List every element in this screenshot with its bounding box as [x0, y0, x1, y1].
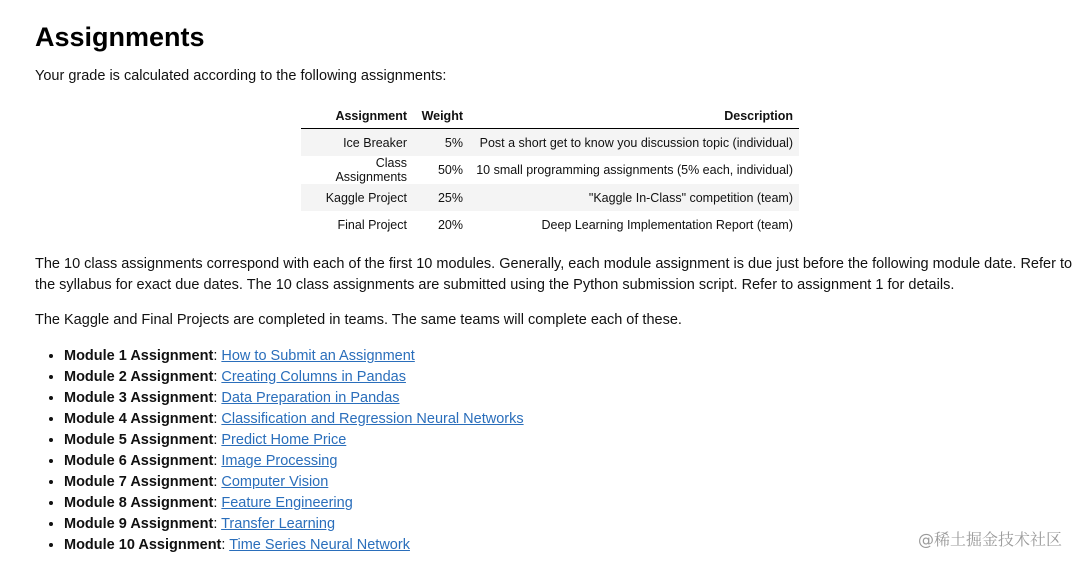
module-assignment-list [35, 346, 1075, 556]
grade-table-wrapper [35, 104, 1075, 238]
list-item: • Module 5 Assignment: Predict Home Price [64, 430, 1075, 451]
paragraph-team-projects: The Kaggle and Final Projects are completed in teams. The same teams will complete each of these. [35, 312, 682, 328]
cell-description: 10 small programming assignments (5% each, individual) [476, 163, 793, 177]
cell-assignment: Final Project [337, 217, 407, 232]
list-item: • Module 10 Assignment: Time Series Neural Network [64, 535, 1075, 556]
cell-description: Post a short get to know you discussion topic (individual) [469, 129, 799, 157]
module-link[interactable]: Time Series Neural Network [229, 537, 410, 553]
cell-weight: 50% [437, 163, 463, 177]
cell-assignment: Kaggle Project [301, 184, 413, 211]
document [35, 20, 1075, 556]
module-link[interactable]: Image Processing [221, 453, 338, 469]
cell-weight: 5% [413, 129, 469, 157]
table-row [301, 129, 799, 157]
module-label: Module 5 Assignment [64, 432, 214, 448]
table-row [301, 211, 799, 238]
list-item: • Module 3 Assignment: Data Preparation in Pandas [64, 388, 1075, 409]
module-label: Module 9 Assignment [64, 516, 214, 532]
module-link[interactable]: Predict Home Price [221, 432, 347, 448]
cell-assignment: Class Assignments [335, 156, 407, 184]
table-row [301, 156, 799, 184]
list-item: • Module 2 Assignment: Creating Columns in Pandas [64, 367, 1075, 388]
module-link[interactable]: Data Preparation in Pandas [221, 390, 400, 406]
module-link[interactable]: Feature Engineering [221, 495, 353, 511]
list-item: • Module 1 Assignment: How to Submit an Assignment [64, 346, 1075, 367]
header-weight: Weight [413, 104, 469, 129]
paragraph-class-assignments: The 10 class assignments correspond with each of the first 10 modules. Generally, each module assignment is due just before the following module date. Refer to the syllabus for exact due dates. The 10 class assignments are submitted using the Python submission script. Refer to assignment 1 for details. [35, 256, 1073, 293]
module-label: Module 4 Assignment [64, 411, 214, 427]
cell-assignment: Ice Breaker [301, 129, 413, 157]
module-label: Module 7 Assignment [64, 474, 214, 490]
module-label: Module 3 Assignment [64, 390, 214, 406]
header-description: Description [469, 104, 799, 129]
module-link[interactable]: Transfer Learning [221, 516, 336, 532]
grade-table [301, 104, 799, 238]
module-label: Module 2 Assignment [64, 369, 214, 385]
module-label: Module 10 Assignment [64, 537, 222, 553]
module-label: Module 6 Assignment [64, 453, 214, 469]
cell-weight: 25% [413, 184, 469, 211]
intro-text: Your grade is calculated according to the following assignments: [35, 68, 447, 84]
module-link[interactable]: Classification and Regression Neural Networks [221, 411, 524, 427]
cell-weight: 20% [437, 217, 463, 232]
page-title: Assignments [35, 22, 205, 52]
module-link[interactable]: Creating Columns in Pandas [221, 369, 406, 385]
list-item: • Module 9 Assignment: Transfer Learning [64, 514, 1075, 535]
module-link[interactable]: How to Submit an Assignment [221, 348, 415, 364]
header-assignment: Assignment [301, 104, 413, 129]
list-item: • Module 6 Assignment: Image Processing [64, 451, 1075, 472]
module-link[interactable]: Computer Vision [221, 474, 329, 490]
watermark-text: @稀土掘金技术社区 [917, 530, 1062, 549]
module-label: Module 1 Assignment [64, 348, 214, 364]
list-item: • Module 8 Assignment: Feature Engineering [64, 493, 1075, 514]
table-row [301, 184, 799, 211]
table-header-row [301, 104, 799, 129]
module-label: Module 8 Assignment [64, 495, 214, 511]
list-item: • Module 4 Assignment: Classification and Regression Neural Networks [64, 409, 1075, 430]
list-item: • Module 7 Assignment: Computer Vision [64, 472, 1075, 493]
cell-description: "Kaggle In-Class" competition (team) [469, 184, 799, 211]
cell-description: Deep Learning Implementation Report (team) [541, 217, 793, 232]
